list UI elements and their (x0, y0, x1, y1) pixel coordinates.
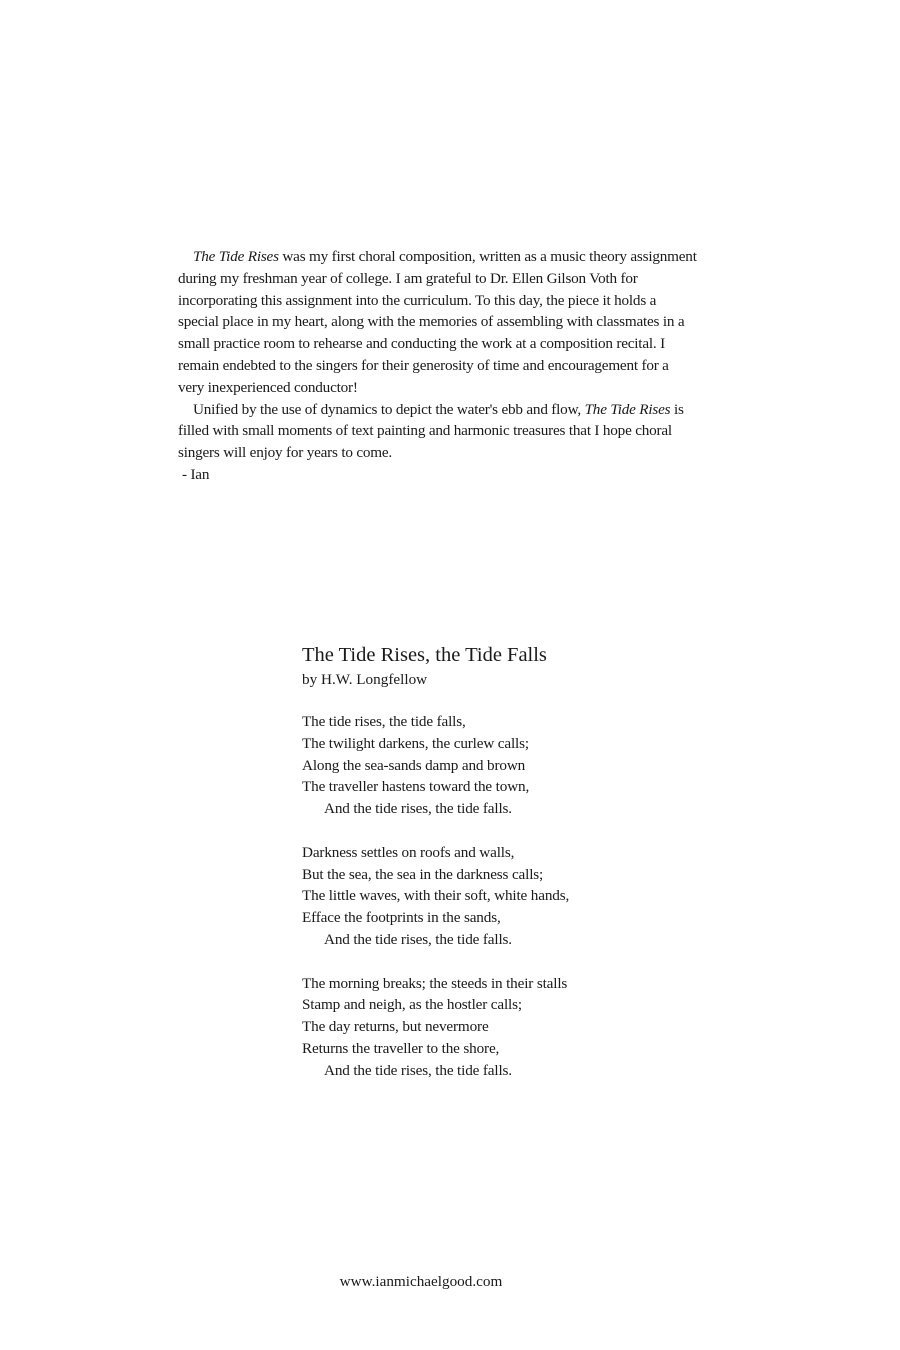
piece-title-italic: The Tide Rises (193, 248, 279, 265)
poem-refrain-line: And the tide rises, the tide falls. (324, 930, 512, 948)
poem-line: The twilight darkens, the curlew calls; (302, 734, 529, 752)
piece-title-italic: The Tide Rises (584, 400, 671, 418)
poem-stanza-1 (302, 711, 722, 820)
poem-line: Along the sea-sands damp and brown (302, 756, 526, 774)
poem-refrain-line: And the tide rises, the tide falls. (324, 800, 512, 818)
poem-line: The tide rises, the tide falls, (302, 713, 466, 730)
note-paragraph-2 (178, 399, 698, 464)
poem-line: The little waves, with their soft, white hands, (302, 887, 570, 905)
poem-author: by H.W. Longfellow (302, 671, 428, 688)
poem-refrain-line: And the tide rises, the tide falls. (324, 1061, 512, 1079)
poem-line: Efface the footprints in the sands, (302, 909, 501, 927)
poem-line: The morning breaks; the steeds in their stalls (302, 974, 568, 992)
note-paragraph-1-text: was my first choral composition, written as a music theory assignment during my freshman year of college. I am grateful to Dr. Ellen Gilson Voth for incorporating this assignment into the curriculum. To this day, the piece it holds a special place in my heart, along with the memories of assembling with classmates in a small practice room to rehearse and conducting the work at a composition recital. I remain endebted to the singers for their generosity of time and encouragement for a very inexperienced conductor! (178, 248, 697, 396)
program-note (178, 246, 698, 486)
note-paragraph-1 (178, 246, 698, 399)
poem-stanza-2 (302, 842, 722, 951)
poem-line: The day returns, but nevermore (302, 1018, 489, 1036)
poem-line: Stamp and neigh, as the hostler calls; (302, 996, 522, 1014)
poem-line: Returns the traveller to the shore, (302, 1039, 500, 1057)
poem-title: The Tide Rises, the Tide Falls (302, 644, 547, 666)
footer-website: www.ianmichaelgood.com (339, 1273, 503, 1290)
poem-line: But the sea, the sea in the darkness calls; (302, 865, 544, 883)
note-signoff: - Ian (182, 465, 210, 483)
poem-line: The traveller hastens toward the town, (302, 778, 530, 796)
note-paragraph-2-text-after: is filled with small moments of text painting and harmonic treasures that I hope choral singers will enjoy for years to come. (178, 400, 684, 462)
poem-stanza-3 (302, 973, 722, 1082)
poem (302, 641, 722, 1103)
note-paragraph-2-text-before: Unified by the use of dynamics to depict the water's ebb and flow, (193, 400, 585, 418)
poem-line: Darkness settles on roofs and walls, (302, 843, 515, 861)
